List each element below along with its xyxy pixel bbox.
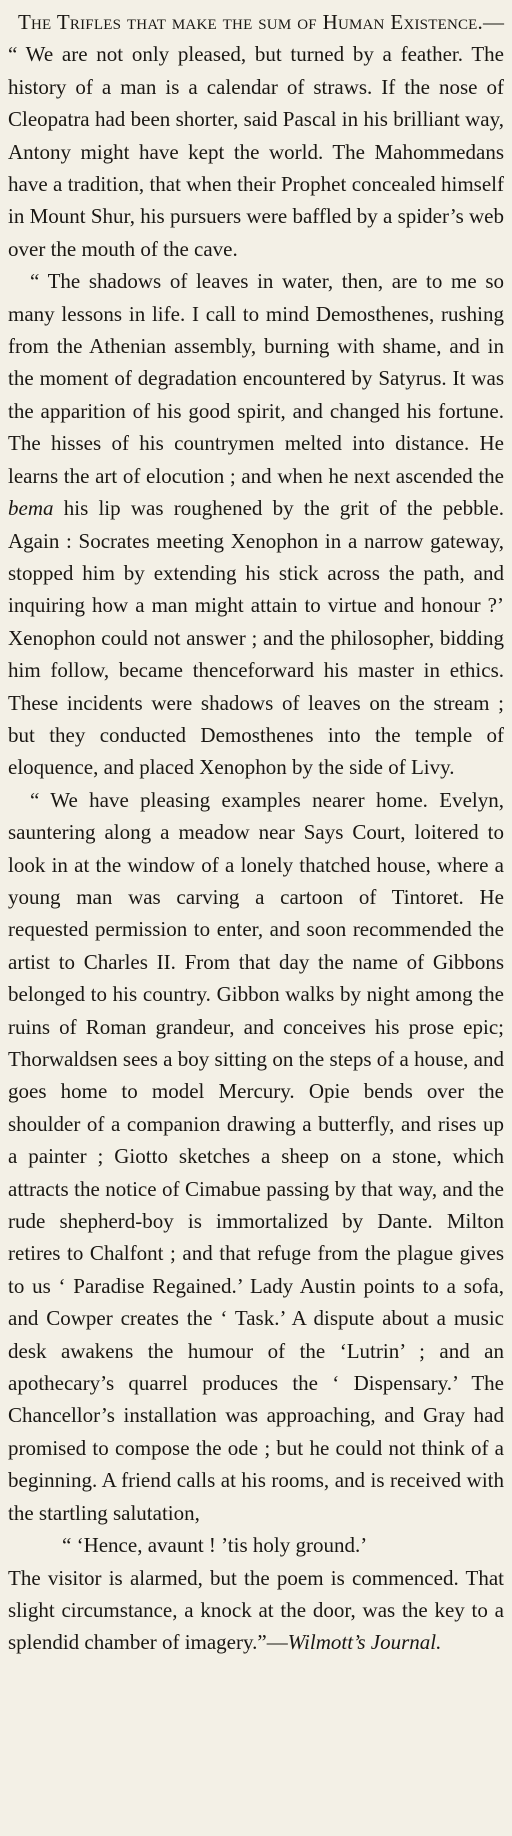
paragraph-2-text-b: his lip was roughened by the grit of the pebble. Again : Socrates meeting Xenophon in a narrow gateway, stopped him by extending his stick across the path, and inquiring how a man might attain to virtue and honour ?’ Xenophon could not answer ; and the philosopher, bidding him follow, became thenceforward his master in ethics. These incidents were shadows of leaves on the stream ; but they conducted Demosthenes into the temple of eloquence, and placed Xenophon by the side of Livy.	[8, 496, 504, 780]
paragraph-2-text-a: “ The shadows of leaves in water, then, are to me so many lessons in life. I call to mind Demosthenes, rushing from the Athenian assembly, burning with shame, and in the moment of degradation encountered by Satyrus. It was the apparition of his good spirit, and changed his fortune. The hisses of his countrymen melted into distance. He learns the art of elocution ; and when he next ascended the	[8, 269, 504, 488]
article-heading: The Trifles that make the sum of Human Existence.	[18, 10, 483, 34]
paragraph-3	[8, 784, 504, 1529]
paragraph-1	[8, 6, 504, 265]
paragraph-3-text: “ We have pleasing examples nearer home. Evelyn, sauntering along a meadow near Says Court, loitered to look in at the window of a lonely thatched house, where a young man was carving a cartoon of Tintoret. He requested permission to enter, and soon recommended the artist to Charles II. From that day the name of Gibbons belonged to his country. Gibbon walks by night among the ruins of Roman grandeur, and conceives his prose epic; Thorwaldsen sees a boy sitting on the steps of a house, and goes home to model Mercury. Opie bends over the shoulder of a companion drawing a butterfly, and rises up a painter ; Giotto sketches a sheep on a stone, which attracts the notice of Cimabue passing by that way, and the rude shepherd-boy is immortalized by Dante. Milton retires to Chalfont ; and that refuge from the plague gives to us ‘ Paradise Regained.’ Lady Austin points to a sofa, and Cowper creates the ‘ Task.’ A dispute about a music desk awakens the humour of the ‘Lutrin’ ; and an apothecary’s quarrel produces the ‘ Dispensary.’ The Chancellor’s installation was approaching, and Gray had promised to compose the ode ; but he could not think of a beginning. A friend calls at his rooms, and is received with the startling salutation,	[8, 787, 504, 1525]
closing-paragraph	[8, 1562, 504, 1659]
verse-quote: “ ‘Hence, avaunt ! ’tis holy ground.’	[62, 1533, 368, 1558]
source-attribution: Wilmott’s Journal.	[287, 1630, 442, 1655]
bema-term: bema	[8, 496, 54, 521]
paragraph-1-text: — “ We are not only pleased, but turned by a feather. The history of a man is a calendar of straws. If the nose of Cleopatra had been shorter, said Pascal in his brilliant way, Antony might have kept the world. The Mahommedans have a tradition, that when their Prophet concealed himself in Mount Shur, his pursuers were baffled by a spider’s web over the mouth of the cave.	[8, 10, 504, 261]
paragraph-2	[8, 265, 504, 784]
closing-text: The visitor is alarmed, but the poem is commenced. That slight circumstance, a knock at the door, was the key to a splendid chamber of imagery.”—	[8, 1565, 504, 1655]
